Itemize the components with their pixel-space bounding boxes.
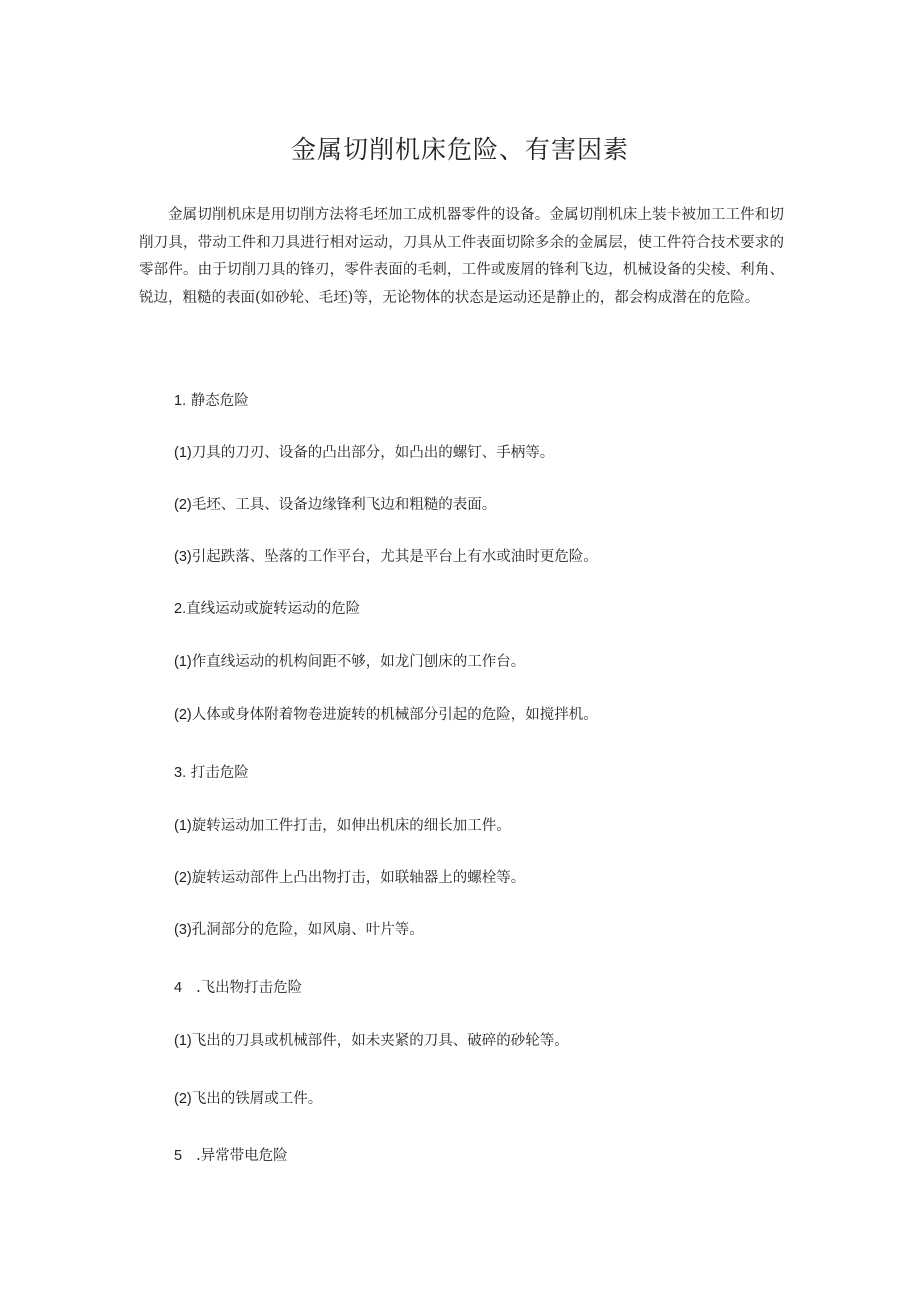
section-number: 4 (174, 980, 183, 996)
section-title: 打击危险 (190, 765, 249, 781)
section-number: 2. (174, 601, 187, 617)
section-heading-5 (174, 1146, 288, 1166)
item-number: (2) (174, 497, 192, 513)
item-number: (2) (174, 870, 192, 886)
item-number: (1) (174, 1033, 192, 1049)
document-title: 金属切削机床危险、有害因素 (290, 135, 629, 164)
item-text: 孔洞部分的危险，如风扇、叶片等。 (191, 922, 424, 938)
section-number: 3. (174, 765, 187, 781)
item-text: 作直线运动的机构间距不够，如龙门刨床的工作台。 (191, 654, 526, 670)
item-text: 刀具的刀刃、设备的凸出部分，如凸出的螺钉、手柄等。 (191, 445, 555, 461)
list-item (174, 547, 598, 567)
section-number: 5 (174, 1148, 183, 1164)
section-heading-3 (174, 763, 249, 783)
section-title: 直线运动或旋转运动的危险 (186, 601, 361, 617)
item-number: (2) (174, 707, 192, 723)
item-number: (3) (174, 922, 192, 938)
list-item (174, 1089, 322, 1109)
item-text: 旋转运动加工件打击，如伸出机床的细长加工件。 (191, 818, 511, 834)
section-heading-2 (174, 599, 360, 619)
item-text: 飞出的刀具或机械部件，如未夹紧的刀具、破碎的砂轮等。 (191, 1033, 569, 1049)
intro-paragraph: 金属切削机床是用切削方法将毛坯加工成机器零件的设备。金属切削机床上装卡被加工工件和切削刀具，带动工件和刀具进行相对运动，刀具从工件表面切除多余的金属层，使工件符合技术要求的零部件。由于切削刀具的锋刃，零件表面的毛刺，工件或废屑的锋利飞边，机械设备的尖棱、利角、锐边，粗糙的表面(如砂轮、毛坯)等，无论物体的状态是运动还是静止的，都会构成潜在的危险。 (139, 207, 784, 306)
item-text: 引起跌落、坠落的工作平台，尤其是平台上有水或油时更危险。 (191, 549, 598, 565)
list-item (174, 652, 525, 672)
list-item (174, 495, 496, 515)
list-item (174, 705, 598, 725)
section-heading-1 (174, 391, 249, 411)
item-number: (2) (174, 1091, 192, 1107)
section-heading-4 (174, 978, 302, 998)
list-item (174, 1031, 569, 1051)
item-number: (1) (174, 818, 192, 834)
list-item (174, 443, 554, 463)
item-text: 旋转运动部件上凸出物打击，如联轴器上的螺栓等。 (191, 870, 526, 886)
list-item (174, 868, 525, 888)
section-title: 静态危险 (190, 393, 249, 409)
item-number: (1) (174, 654, 192, 670)
item-text: 人体或身体附着物卷进旋转的机械部分引起的危险，如搅拌机。 (191, 707, 598, 723)
item-number: (1) (174, 445, 192, 461)
item-text: 毛坯、工具、设备边缘锋利飞边和粗糙的表面。 (191, 497, 497, 513)
section-title: .飞出物打击危险 (196, 980, 303, 996)
item-text: 飞出的铁屑或工件。 (191, 1091, 323, 1107)
list-item (174, 816, 511, 836)
list-item (174, 920, 424, 940)
item-number: (3) (174, 549, 192, 565)
section-title: .异常带电危险 (196, 1148, 288, 1164)
section-number: 1. (174, 393, 187, 409)
